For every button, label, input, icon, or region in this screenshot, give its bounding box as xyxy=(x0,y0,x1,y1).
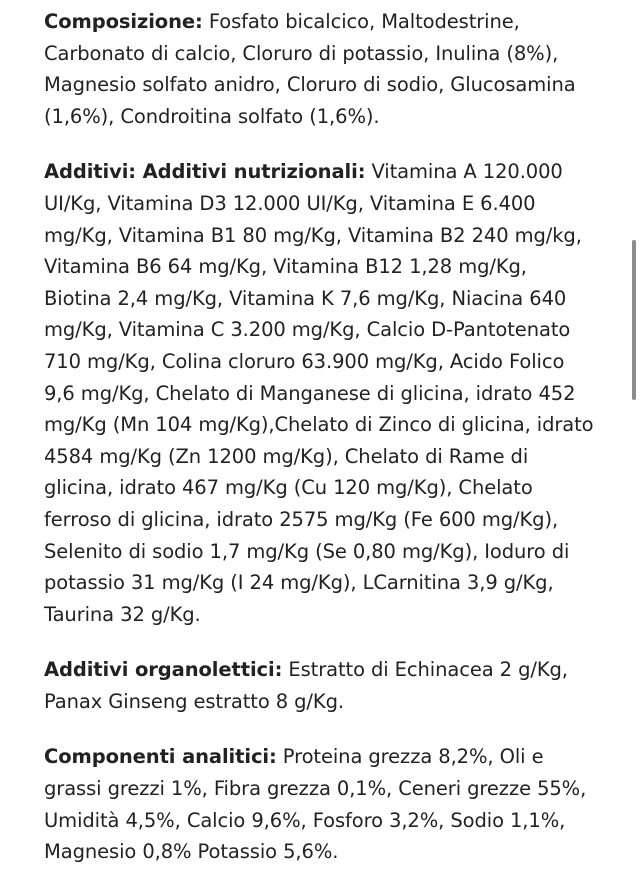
product-description xyxy=(44,6,600,892)
composition-label: Composizione: xyxy=(44,10,203,33)
analytical-components-label: Componenti analitici: xyxy=(44,745,277,769)
additives-label: Additivi: Additivi nutrizionali: xyxy=(44,160,366,184)
analytical-components-text: Proteina grezza 8,2%, Oli e grassi grezzi 1%, Fibra grezza 0,1%, Ceneri grezze 55%, Umidità 4,5%, Calcio 9,6%, Fosforo 3,2%, Sodio 1,1%, Magnesio 0,8% Potassio 5,6%. xyxy=(44,745,587,864)
scrollbar-thumb[interactable] xyxy=(632,240,636,400)
organoleptic-additives-label: Additivi organolettici: xyxy=(44,658,283,682)
analytical-components-paragraph xyxy=(44,741,600,867)
additives-paragraph xyxy=(44,156,600,630)
organoleptic-additives-paragraph xyxy=(44,654,600,717)
additives-text: Vitamina A 120.000 UI/Kg, Vitamina D3 12.000 UI/Kg, Vitamina E 6.400 mg/Kg, Vitamina B1 80 mg/Kg, Vitamina B2 240 mg/kg, Vitamina B6 64 mg/Kg, Vitamina B12 1,28 mg/Kg, Biotina 2,4 mg/Kg, Vitamina K 7,6 mg/Kg, Niacina 640 mg/Kg, Vitamina C 3.200 mg/Kg, Calcio D-Pantotenato 710 mg/Kg, Colina cloruro 63.900 mg/Kg, Acido Folico 9,6 mg/Kg, Chelato di Manganese di glicina, idrato 452 mg/Kg (Mn 104 mg/Kg),Chelato di Zinco di glicina, idrato 4584 mg/Kg (Zn 1200 mg/Kg), Chelato di Rame di glicina, idrato 467 mg/Kg (Cu 120 mg/Kg), Chelato ferroso di glicina, idrato 2575 mg/Kg (Fe 600 mg/Kg), Selenito di sodio 1,7 mg/Kg (Se 0,80 mg/Kg), Ioduro di potassio 31 mg/Kg (I 24 mg/Kg), LCarnitina 3,9 g/Kg, Taurina 32 g/Kg. xyxy=(44,160,594,626)
organoleptic-additives-text: Estratto di Echinacea 2 g/Kg, Panax Ginseng estratto 8 g/Kg. xyxy=(44,658,568,713)
composition-paragraph xyxy=(44,6,600,132)
composition-text: Fosfato bicalcico, Maltodestrine, Carbonato di calcio, Cloruro di potassio, Inulina (8%), Magnesio solfato anidro, Cloruro di sodio, Glucosamina (1,6%), Condroitina solfato (1,6%). xyxy=(44,10,576,128)
